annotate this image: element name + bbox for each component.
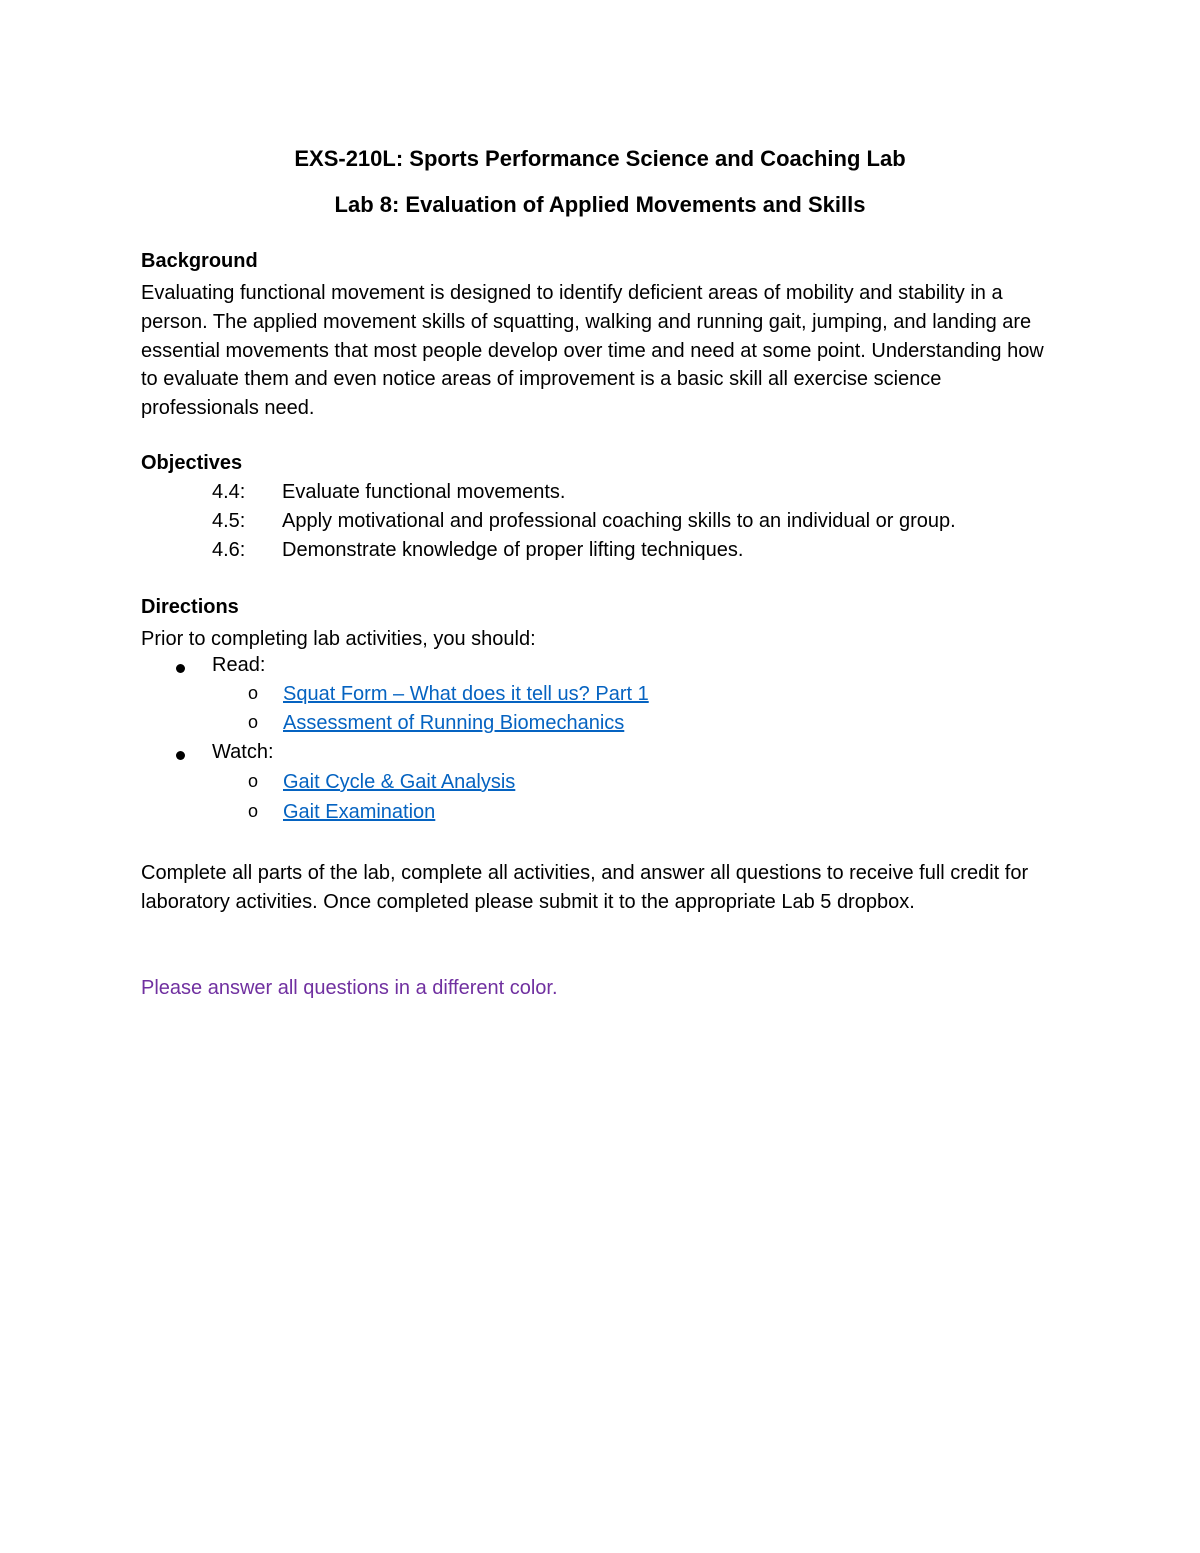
objective-number: 4.4:: [212, 481, 246, 503]
sub-bullet-marker: o: [248, 712, 259, 732]
objective-text: Demonstrate knowledge of proper lifting techniques.: [282, 539, 744, 561]
link-gait-cycle[interactable]: Gait Cycle & Gait Analysis: [283, 771, 516, 793]
directions-heading: Directions: [141, 596, 239, 618]
sub-bullet-row: [0, 801, 1200, 830]
objective-text: Evaluate functional movements.: [282, 481, 566, 503]
course-title: EXS-210L: Sports Performance Science and Coaching Lab: [294, 146, 906, 171]
background-heading: Background: [141, 250, 258, 272]
background-paragraph: Evaluating functional movement is designed to identify deficient areas of mobility and stability in a person. The applied movement skills of squatting, walking and running gait, jumping, and landing are essential movements that most people develop over time and need at some point. Understanding how to evaluate them and even notice areas of improvement is a basic skill all exercise science professionals need.: [141, 282, 1044, 420]
objectives-heading: Objectives: [141, 452, 243, 474]
sub-bullet-marker: o: [248, 683, 259, 703]
link-gait-examination[interactable]: Gait Examination: [283, 801, 436, 823]
sub-bullet-marker: o: [248, 801, 259, 821]
directions-intro: Prior to completing lab activities, you should:: [141, 628, 536, 650]
sub-bullet-row: [0, 712, 1200, 741]
answer-color-note: Please answer all questions in a different color.: [141, 977, 558, 999]
bullet-watch: [0, 741, 1200, 770]
objective-number: 4.5:: [212, 510, 246, 532]
completion-paragraph: Complete all parts of the lab, complete all activities, and answer all questions to receive full credit for laboratory activities. Once completed please submit it to the appropriate Lab 5 dropbox.: [141, 862, 1029, 913]
link-squat-form[interactable]: Squat Form – What does it tell us? Part 1: [283, 683, 649, 705]
bullet-dot-icon: [176, 751, 185, 760]
sub-bullet-marker: o: [248, 771, 259, 791]
bullet-dot-icon: [176, 664, 185, 673]
bullet-label: Read:: [212, 654, 266, 676]
sub-bullet-row: [0, 771, 1200, 800]
bullet-read: [0, 654, 1200, 683]
objective-text: Apply motivational and professional coaching skills to an individual or group.: [282, 510, 956, 532]
link-running-biomechanics[interactable]: Assessment of Running Biomechanics: [283, 712, 625, 734]
sub-bullet-row: [0, 683, 1200, 712]
lab-title: Lab 8: Evaluation of Applied Movements and Skills: [334, 192, 866, 217]
bullet-label: Watch:: [212, 741, 274, 763]
objective-number: 4.6:: [212, 539, 246, 561]
